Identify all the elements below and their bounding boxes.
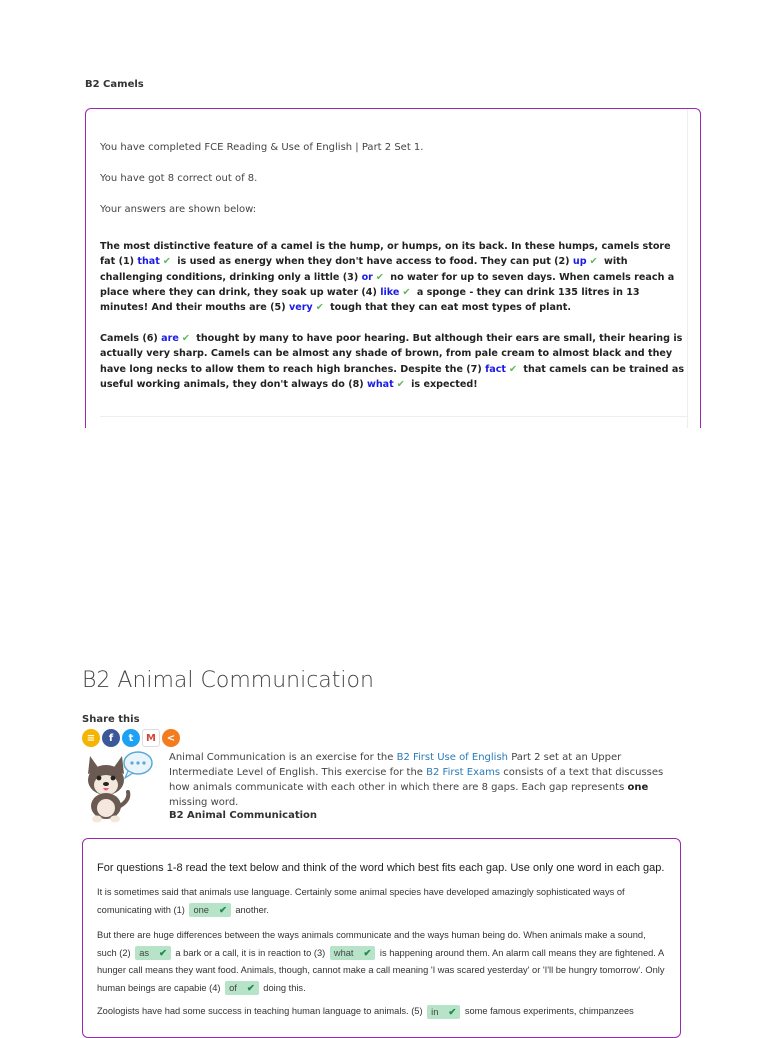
gmail-icon[interactable]: M <box>142 729 160 747</box>
correct-check-icon: ✔ <box>181 333 190 344</box>
score-message: You have got 8 correct out of 8. <box>100 173 258 184</box>
correct-check-icon: ✔ <box>218 905 227 916</box>
answer-7: fact <box>485 363 507 375</box>
more-share-icon[interactable]: < <box>162 729 180 747</box>
b2-first-exams-link[interactable]: B2 First Exams <box>426 767 501 778</box>
answer-paragraph-1: The most distinctive feature of a camel is the hump, or humps, on its back. In these humps, camels store fat (1) that ✔ is used as energy when they don't have access to food. They can put (2) up ✔ with challenging conditions, drinking only a little (3) or ✔ no water for up to seven days. When camels reach a place where they can drink, they soak up water (4) like ✔ a sponge - they can drink 135 litres in 13 minutes! And their mouths are (5) very ✔ tough that they can eat most types of plant. <box>100 241 675 314</box>
correct-check-icon: ✔ <box>159 948 167 959</box>
answer-4: like <box>380 286 400 298</box>
answer-paragraph-2: Camels (6) are ✔ thought by many to have poor hearing. But although their ears are small, their hearing is actually very sharp. Camels can be almost any shade of brown, from pale cream to almost black and they have long necks to allow them to reach high branches. Despite the (7) fact ✔ that camels can be trained as useful working animals, they don't always do (8) what ✔ is expected! <box>100 333 685 390</box>
answer-6: are <box>161 333 179 344</box>
b2-first-use-of-english-link[interactable]: B2 First Use of English <box>396 752 508 763</box>
gap-2-input[interactable]: as ✔ <box>135 946 171 960</box>
correct-check-icon: ✔ <box>246 983 255 994</box>
answer-1: that <box>137 256 160 268</box>
exercise-title: B2 Camels <box>85 79 144 90</box>
answers-heading: Your answers are shown below: <box>100 204 257 215</box>
exercise-paragraph-2: But there are huge differences between the ways animals communicate and the ways human being do. When animals make a sound, such (2) as ✔ a bark or a call, it is in reaction to (3) what ✔ is happening around them. An alarm call means they are fightened. A hunger call means they want food. Animals, though, cannot make a call meaning 'I was scared yesterday' or 'I'll be hungry tomorrow'. Only human beings are capabie (4) of ✔ doing this. <box>97 930 665 994</box>
twitter-icon[interactable]: t <box>122 729 140 747</box>
correct-check-icon: ✔ <box>448 1006 457 1017</box>
gap-3-input[interactable]: what ✔ <box>330 946 375 960</box>
dog-mascot-icon <box>80 748 156 824</box>
correct-check-icon: ✔ <box>396 378 405 390</box>
answer-3: or <box>361 271 373 283</box>
share-icon[interactable]: ≡ <box>82 729 100 747</box>
exercise-paragraph-3: Zoologists have had some success in teaching human language to animals. (5) in ✔ some famous experiments, chimpanzees <box>97 1006 634 1017</box>
answer-5: very <box>288 302 313 314</box>
exercise-subheading: B2 Animal Communication <box>169 810 318 821</box>
correct-check-icon: ✔ <box>402 286 411 298</box>
gap-4-input[interactable]: of ✔ <box>225 981 259 995</box>
correct-check-icon: ✔ <box>375 271 384 283</box>
results-panel <box>85 108 701 428</box>
exercise-paragraph-1: It is sometimes said that animals use language. Certainly some animal species have developed amazingly sophisticated ways of comunicating with (1) one ✔ another. <box>97 887 625 916</box>
correct-check-icon: ✔ <box>363 948 372 959</box>
instructions: For questions 1-8 read the text below and think of the word which best fits each gap. Use only one word in each gap. <box>97 862 665 874</box>
gap-5-input[interactable]: in ✔ <box>427 1005 460 1019</box>
gap-1-input[interactable]: one ✔ <box>189 903 230 917</box>
answer-2: up <box>572 256 587 268</box>
correct-check-icon: ✔ <box>509 363 518 375</box>
correct-check-icon: ✔ <box>589 256 598 268</box>
exercise-intro: Animal Communication is an exercise for the B2 First Use of English Part 2 set at an Upper Intermediate Level of English. This exercise for the B2 First Exams consists of a text that discusses how animals communicate with each other in which there are 8 gaps. Each gap represents one missing word. <box>169 752 664 808</box>
facebook-icon[interactable]: f <box>102 729 120 747</box>
exercise-panel <box>82 838 681 1038</box>
share-bar <box>82 729 182 747</box>
answer-8: what <box>366 378 394 390</box>
page-title: B2 Animal Communication <box>82 668 374 693</box>
completion-message: You have completed FCE Reading & Use of English | Part 2 Set 1. <box>100 142 424 153</box>
share-label: Share this <box>82 714 140 725</box>
correct-check-icon: ✔ <box>315 302 324 314</box>
correct-check-icon: ✔ <box>162 256 171 268</box>
divider <box>100 416 687 417</box>
